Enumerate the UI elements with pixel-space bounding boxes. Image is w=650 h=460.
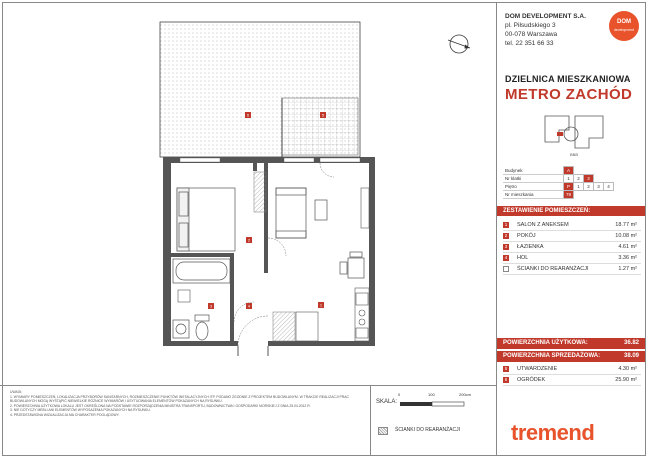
label-room1: 1 (319, 302, 323, 308)
total-usable-label: POWIERZCHNIA UŻYTKOWA: (503, 340, 588, 346)
total-sales-label: POWIERZCHNIA SPRZEDAŻOWA: (503, 353, 601, 359)
compass-icon (448, 35, 470, 53)
info-klatka-1: 1 (564, 175, 574, 183)
legend-note: 4. PRZEDSTAWIONA WIZUALIZACJA MA CHARAKTER POGLĄDOWY. (10, 412, 120, 417)
room-area: 3.36 m² (618, 255, 637, 261)
label-terrace: 5 (321, 112, 325, 118)
info-pietro-label: Piętro (503, 183, 564, 191)
outdoor-name: UTWARDZENIE (517, 366, 558, 372)
room-number (503, 266, 509, 272)
sink (173, 320, 189, 338)
room-number: 3 (504, 244, 508, 249)
legend-divider (0, 385, 496, 386)
info-mieszkanie-label: Nr mieszkania (503, 191, 564, 199)
outdoor-area: 25.90 m² (615, 377, 637, 383)
scale-tick-200: 200cm (459, 392, 472, 397)
logo-subtext: development (613, 28, 635, 32)
room-row (503, 220, 641, 231)
hatch-legend-label: ŚCIANKI DO REARANŻACJI (395, 427, 461, 433)
info-budynek-label: Budynek (503, 167, 564, 175)
brand-line2: METRO ZACHÓD (505, 86, 633, 103)
room-name: SALON Z ANEKSEM (517, 222, 569, 228)
terrace-area (282, 98, 358, 155)
info-pietro-2: 2 (584, 183, 594, 191)
scale-label: SKALA: (376, 399, 398, 405)
room-name: HOL (517, 255, 529, 261)
outdoor-row (503, 364, 641, 375)
outdoor-number: 5 (504, 366, 508, 371)
bed (177, 188, 235, 251)
scale-bar (400, 400, 470, 410)
outdoor-row (503, 375, 641, 386)
outdoor-area: 4.30 m² (618, 366, 637, 372)
total-sales-value: 38.09 (623, 353, 639, 359)
company-name: DOM DEVELOPMENT S.A. (505, 13, 586, 20)
scale-tick-0: 0 (398, 392, 401, 397)
room-row (503, 253, 641, 264)
info-pietro-4: 4 (604, 183, 614, 191)
outdoor-name: OGRÓDEK (517, 377, 546, 383)
room-number: 1 (504, 222, 508, 227)
rooms-header: ZESTAWIENIE POMIESZCZEŃ: (497, 206, 645, 216)
info-sidebar (496, 2, 646, 456)
unit-info-table (503, 166, 614, 199)
total-usable-area (497, 338, 645, 349)
legend-notes (10, 390, 365, 418)
keyplan-label: BBB (569, 152, 579, 157)
room-row (503, 264, 641, 275)
brand-line1: DZIELNICA MIESZKANIOWA (505, 74, 631, 84)
room-row (503, 231, 641, 242)
room-number: 2 (504, 233, 508, 238)
total-sales-area (497, 351, 645, 362)
room-area: 1.27 m² (618, 266, 637, 272)
company-info (505, 12, 586, 48)
sofa (276, 188, 327, 238)
info-pietro-1: 1 (574, 183, 584, 191)
outdoor-number: 6 (504, 377, 508, 382)
kitchen-counter (355, 288, 369, 341)
info-klatka-label: Nr klatki (503, 175, 564, 183)
label-room4: 4 (247, 303, 251, 309)
label-room3: 3 (209, 303, 213, 309)
room-number: 4 (504, 255, 508, 260)
scale-tick-100: 100 (428, 392, 435, 397)
info-pietro-p: P (564, 183, 574, 191)
bathtub (173, 259, 230, 283)
logo-text: DOM (617, 19, 631, 25)
toilet (195, 315, 209, 340)
company-street: pl. Piłsudskiego 3 (505, 22, 556, 29)
info-klatka-3: 3 (584, 175, 594, 183)
tremend-logo (511, 420, 594, 446)
rearrangeable-wall (254, 172, 266, 212)
room-area: 4.61 m² (618, 244, 637, 250)
tremend-text: tremend (511, 420, 595, 445)
room-row (503, 242, 641, 253)
legend-note: 2. POWIERZCHNIA UŻYTKOWA LOKALU JEST OKREŚLONA NA PODSTAWIE ROZPORZĄDZENIA MINISTRA TRANSPORTU, BUDOWNICTWA I GOSPODARKI MORSKIEJ Z DNIA 25.04.2012 R. (10, 403, 311, 408)
company-phone: tel. 22 351 66 33 (505, 40, 554, 47)
room-area: 10.08 m² (615, 233, 637, 239)
legend-divider-vertical (370, 385, 371, 456)
legend-note: 3. NIE DOTYCZY MEBLI ANI ELEMENTÓW WYPOSAŻENIA POKAZANYCH NA RYSUNKU. (10, 408, 151, 413)
dom-logo (609, 11, 639, 41)
dining-table (340, 252, 364, 278)
info-klatka-2: 2 (574, 175, 584, 183)
room-name: ŁAZIENKA (517, 244, 544, 250)
info-mieszkanie-value: 79 (564, 191, 574, 199)
info-budynek-value: A (564, 167, 574, 175)
legend-note: 1. WYMIARY POMIESZCZEŃ, LOKALIZACJA PRZYBORÓW SANITARNYCH, ROZMIESZCZENIE PUNKTÓW INSTALACYJNYCH ITP. PODANO ZGODNIE Z PROJEKTEM BUDOWLANYM. W TRAKCIE REALIZACJI PRAC BUDOWLANYCH MOGĄ WYSTĄPIĆ NIEWIELKIE RÓŻNICE WYMIARÓW I USYTUOWANIA ELEMENTÓW POKAZANYCH NA RYSUNKU. (10, 394, 349, 404)
total-usable-value: 36.82 (623, 340, 639, 346)
info-pietro-3: 3 (594, 183, 604, 191)
legend-title: UWAGI: (10, 390, 23, 394)
hatch-legend-swatch (378, 427, 388, 435)
room-area: 18.77 m² (615, 222, 637, 228)
room-name: ŚCIANKI DO REARANŻACJI (517, 266, 589, 272)
company-city: 00-078 Warszawa (505, 31, 558, 38)
label-room2: 2 (247, 237, 251, 243)
key-plan (537, 108, 612, 158)
room-name: POKÓJ (517, 233, 536, 239)
label-garden: 6 (246, 112, 250, 118)
